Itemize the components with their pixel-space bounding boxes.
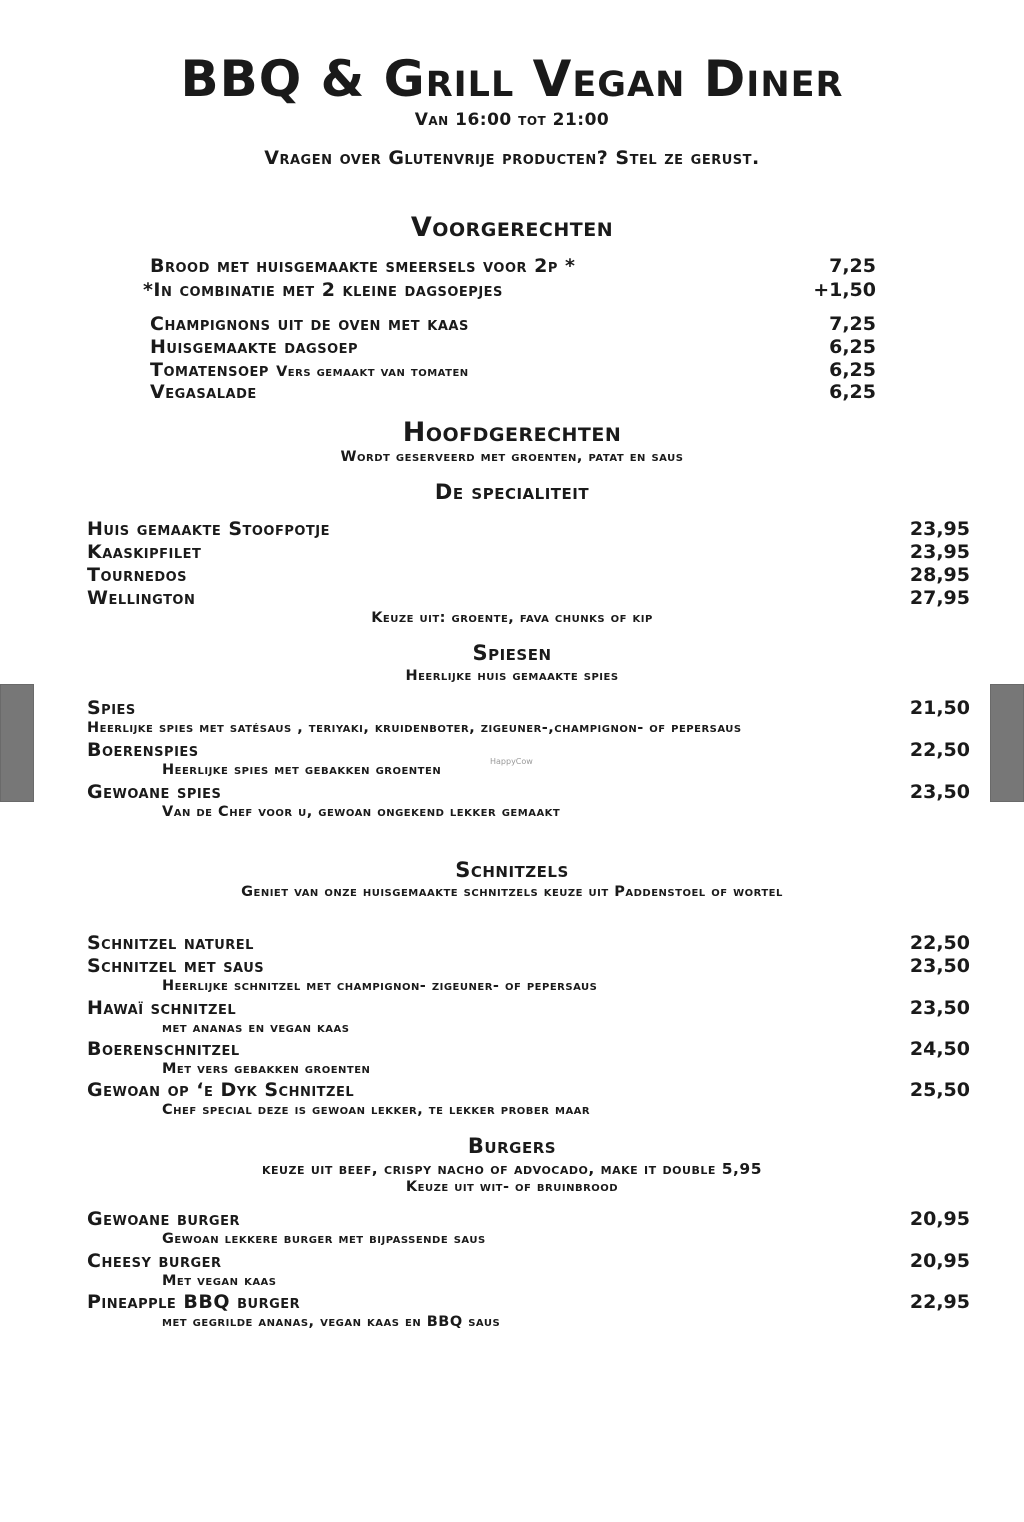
menu-item-price: 6,25 bbox=[829, 336, 876, 358]
section-title-voorgerechten: Voorgerechten bbox=[410, 212, 614, 243]
menu-item-price: 23,95 bbox=[909, 541, 970, 563]
menu-item-price: 7,25 bbox=[829, 255, 876, 277]
menu-item-price: 22,50 bbox=[909, 932, 970, 954]
menu-item-name bbox=[150, 359, 469, 381]
menu-item-name: Tournedos bbox=[87, 564, 188, 586]
menu-item-name: *In combinatie met 2 kleine dagsoepjes bbox=[143, 279, 503, 301]
schnitzels-note: Geniet van onze huisgemaakte schnitzels keuze uit Paddenstoel of wortel bbox=[241, 884, 783, 900]
menu-item-price: 22,95 bbox=[909, 1291, 970, 1313]
specialiteit-note: Keuze uit: groente, fava chunks of kip bbox=[371, 610, 653, 626]
menu-item-price: +1,50 bbox=[813, 279, 876, 301]
menu-item-price: 23,50 bbox=[909, 781, 970, 803]
burgers-note-1: keuze uit beef, crispy nacho of advocado, make it double 5,95 bbox=[262, 1160, 762, 1178]
menu-item-title: Tomatensoep bbox=[150, 359, 269, 381]
section-title-hoofdgerechten: Hoofdgerechten bbox=[402, 417, 622, 448]
menu-item-desc: Gewoan lekkere burger met bijpassende saus bbox=[162, 1231, 486, 1247]
menu-item-name: Schnitzel naturel bbox=[87, 932, 254, 954]
menu-item-name: Vegasalade bbox=[150, 381, 257, 403]
menu-item-price: 7,25 bbox=[829, 313, 876, 335]
menu-item-name: Schnitzel met saus bbox=[87, 955, 265, 977]
opening-hours: Van 16:00 tot 21:00 bbox=[414, 110, 610, 130]
menu-item-desc: met ananas en vegan kaas bbox=[162, 1020, 350, 1036]
prev-page-tab[interactable] bbox=[0, 684, 34, 802]
menu-item-name: Cheesy burger bbox=[87, 1250, 222, 1272]
burgers-note-2: Keuze uit wit- of bruinbrood bbox=[405, 1179, 619, 1195]
menu-item-name: Boerenspies bbox=[87, 739, 199, 761]
spiesen-note: Heerlijke huis gemaakte spies bbox=[405, 668, 619, 684]
section-title-specialiteit: De specialiteit bbox=[434, 480, 590, 504]
menu-item-name: Spies bbox=[87, 697, 136, 719]
menu-item-price: 6,25 bbox=[829, 381, 876, 403]
menu-item-price: 21,50 bbox=[909, 697, 970, 719]
happycow-watermark: HappyCow bbox=[490, 757, 533, 766]
menu-item-price: 6,25 bbox=[829, 359, 876, 381]
menu-item-name: Huis gemaakte Stoofpotje bbox=[87, 518, 331, 540]
hoofdgerechten-note: Wordt geserveerd met groenten, patat en saus bbox=[340, 449, 684, 465]
menu-item-price: 27,95 bbox=[909, 587, 970, 609]
menu-item-desc: Heerlijke spies met satésaus , teriyaki, kruidenboter, zigeuner-,champignon- of pepersaus bbox=[87, 720, 742, 736]
menu-item-name: Pineapple BBQ burger bbox=[87, 1291, 301, 1313]
menu-item-price: 20,95 bbox=[909, 1250, 970, 1272]
menu-item-desc: Met vegan kaas bbox=[162, 1273, 277, 1289]
menu-item-extra: Vers gemaakt van tomaten bbox=[276, 364, 469, 380]
menu-item-price: 28,95 bbox=[909, 564, 970, 586]
menu-item-name: Gewoan op ‘e Dyk Schnitzel bbox=[87, 1079, 355, 1101]
menu-item-price: 23,95 bbox=[909, 518, 970, 540]
next-page-tab[interactable] bbox=[990, 684, 1024, 802]
menu-title: BBQ & Grill Vegan Diner bbox=[180, 50, 844, 108]
menu-item-price: 20,95 bbox=[909, 1208, 970, 1230]
menu-item-price: 23,50 bbox=[909, 997, 970, 1019]
menu-item-name: Huisgemaakte dagsoep bbox=[150, 336, 359, 358]
gluten-note: Vragen over Glutenvrije producten? Stel ze gerust. bbox=[264, 147, 760, 169]
menu-item-desc: Met vers gebakken groenten bbox=[162, 1061, 371, 1077]
menu-item-name: Kaaskipfilet bbox=[87, 541, 202, 563]
menu-item-name: Hawaï schnitzel bbox=[87, 997, 237, 1019]
menu-item-desc: Chef special deze is gewoan lekker, te lekker prober maar bbox=[162, 1102, 591, 1118]
menu-item-name: Brood met huisgemaakte smeersels voor 2p * bbox=[150, 255, 576, 277]
section-title-burgers: Burgers bbox=[467, 1134, 557, 1158]
menu-item-price: 25,50 bbox=[909, 1079, 970, 1101]
menu-item-desc: Heerlijke spies met gebakken groenten bbox=[162, 762, 442, 778]
menu-item-name: Wellington bbox=[87, 587, 196, 609]
menu-item-price: 22,50 bbox=[909, 739, 970, 761]
menu-item-name: Gewoane spies bbox=[87, 781, 222, 803]
menu-item-desc: Van de Chef voor u, gewoan ongekend lekker gemaakt bbox=[162, 804, 561, 820]
section-title-spiesen: Spiesen bbox=[472, 641, 552, 665]
menu-item-name: Gewoane burger bbox=[87, 1208, 240, 1230]
menu-item-price: 24,50 bbox=[909, 1038, 970, 1060]
menu-item-price: 23,50 bbox=[909, 955, 970, 977]
section-title-schnitzels: Schnitzels bbox=[455, 858, 569, 882]
menu-item-desc: met gegrilde ananas, vegan kaas en BBQ saus bbox=[162, 1314, 501, 1330]
menu-item-desc: Heerlijke schnitzel met champignon- zigeuner- of pepersaus bbox=[162, 978, 598, 994]
menu-item-name: Boerenschnitzel bbox=[87, 1038, 240, 1060]
menu-item-name: Champignons uit de oven met kaas bbox=[150, 313, 469, 335]
